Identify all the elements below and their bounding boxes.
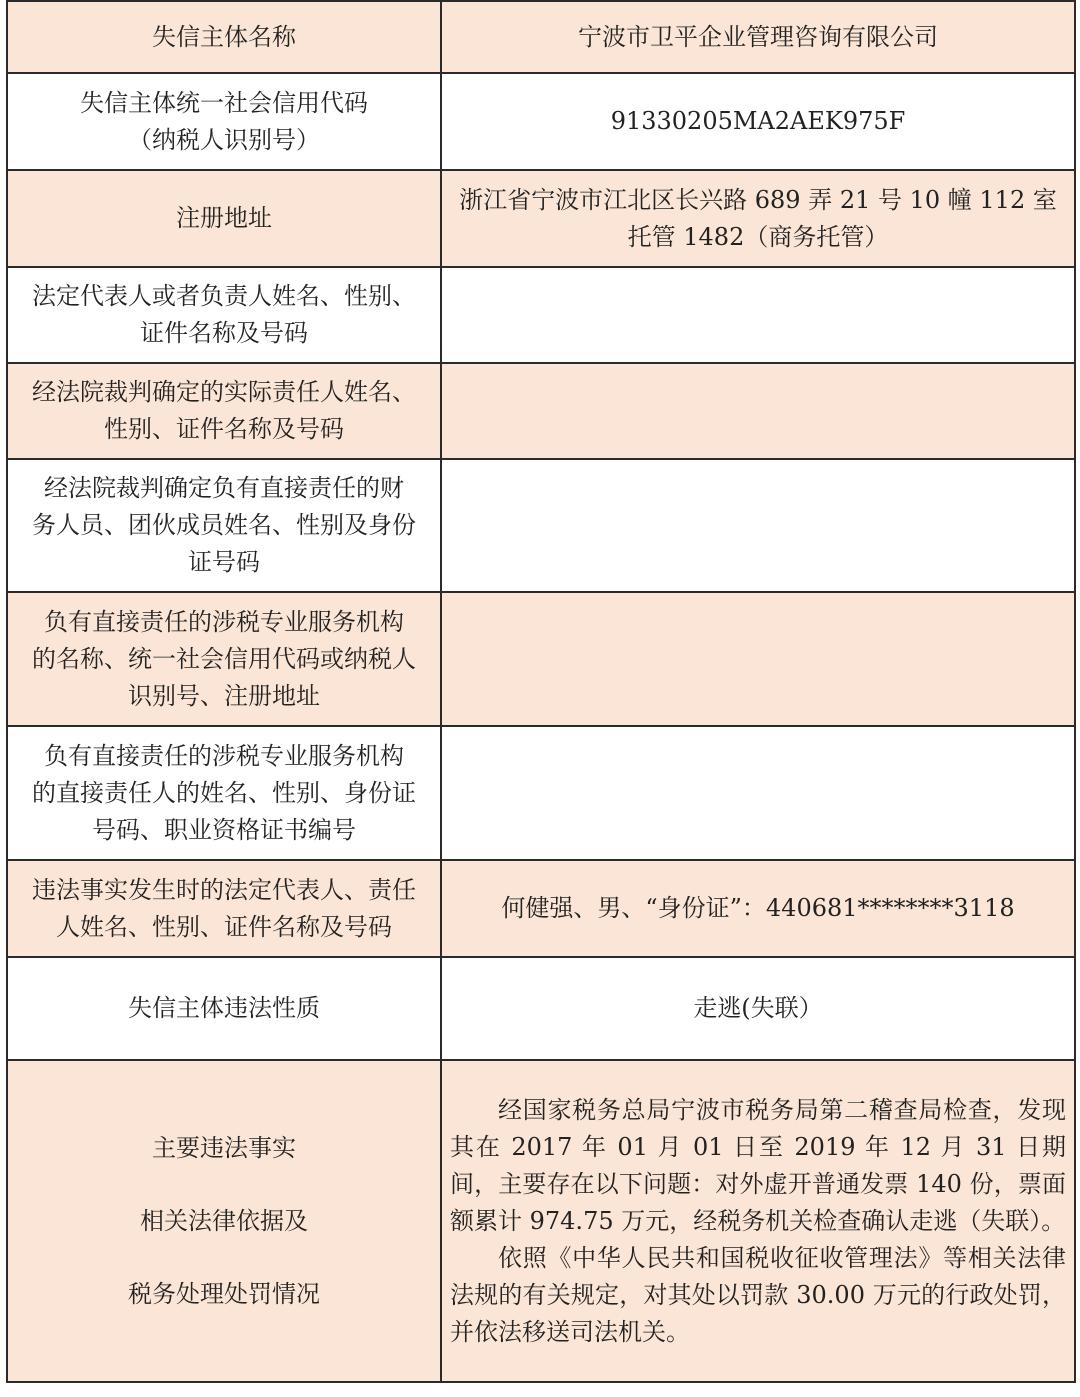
label-legal-representative: 法定代表人或者负责人姓名、性别、 证件名称及号码	[7, 267, 441, 363]
value-actual-responsible	[441, 363, 1075, 459]
row-violation-facts	[7, 1060, 1075, 1382]
value-violation-nature: 走逃(失联）	[441, 957, 1075, 1060]
value-credit-code: 91330205MA2AEK975F	[441, 73, 1075, 170]
label-penalty: 税务处理处罚情况	[128, 1279, 320, 1308]
label-finance-staff: 经法院裁判确定负有直接责任的财 务人员、团伙成员姓名、性别及身份 证号码	[7, 459, 441, 592]
blacklist-info-table	[6, 0, 1076, 1383]
label-credit-code: 失信主体统一社会信用代码 （纳税人识别号）	[7, 73, 441, 170]
penalty-paragraph: 依照《中华人民共和国税收征收管理法》等相关法律法规的有关规定，对其处以罚款 30.00 万元的行政处罚，并依法移送司法机关。	[450, 1243, 1066, 1346]
row-registered-address	[7, 170, 1075, 267]
row-finance-staff	[7, 459, 1075, 592]
label-actual-responsible: 经法院裁判确定的实际责任人姓名、 性别、证件名称及号码	[7, 363, 441, 459]
value-violation-representative: 何健强、男、“身份证”：440681********3118	[441, 860, 1075, 957]
label-violation-representative: 违法事实发生时的法定代表人、责任 人姓名、性别、证件名称及号码	[7, 860, 441, 957]
row-violation-representative	[7, 860, 1075, 957]
row-violation-nature	[7, 957, 1075, 1060]
value-registered-address: 浙江省宁波市江北区长兴路 689 弄 21 号 10 幢 112 室 托管 1482（商务托管）	[441, 170, 1075, 267]
row-credit-code	[7, 73, 1075, 170]
label-tax-agency-person: 负有直接责任的涉税专业服务机构 的直接责任人的姓名、性别、身份证 号码、职业资格证书编号	[7, 726, 441, 860]
row-actual-responsible	[7, 363, 1075, 459]
value-tax-agency-person	[441, 726, 1075, 860]
row-tax-agency-person	[7, 726, 1075, 860]
label-legal-basis: 相关法律依据及	[140, 1206, 308, 1235]
value-finance-staff	[441, 459, 1075, 592]
label-registered-address: 注册地址	[7, 170, 441, 267]
row-legal-representative	[7, 267, 1075, 363]
label-violation-nature: 失信主体违法性质	[7, 957, 441, 1060]
label-tax-agency: 负有直接责任的涉税专业服务机构 的名称、统一社会信用代码或纳税人 识别号、注册地址	[7, 592, 441, 726]
label-main-facts: 主要违法事实	[152, 1133, 296, 1162]
value-legal-representative	[441, 267, 1075, 363]
label-entity-name: 失信主体名称	[7, 1, 441, 73]
value-tax-agency	[441, 592, 1075, 726]
label-violation-facts	[7, 1060, 441, 1382]
facts-paragraph: 经国家税务总局宁波市税务局第二稽查局检查，发现其在 2017 年 01 月 01 日至 2019 年 12 月 31 日期间，主要存在以下问题：对外虚开普通发票 140 份，票面额累计 974.75 万元，经税务机关检查确认走逃（失联）。	[450, 1095, 1066, 1235]
value-entity-name: 宁波市卫平企业管理咨询有限公司	[441, 1, 1075, 73]
value-violation-facts	[441, 1060, 1075, 1382]
row-entity-name	[7, 1, 1075, 73]
row-tax-agency	[7, 592, 1075, 726]
